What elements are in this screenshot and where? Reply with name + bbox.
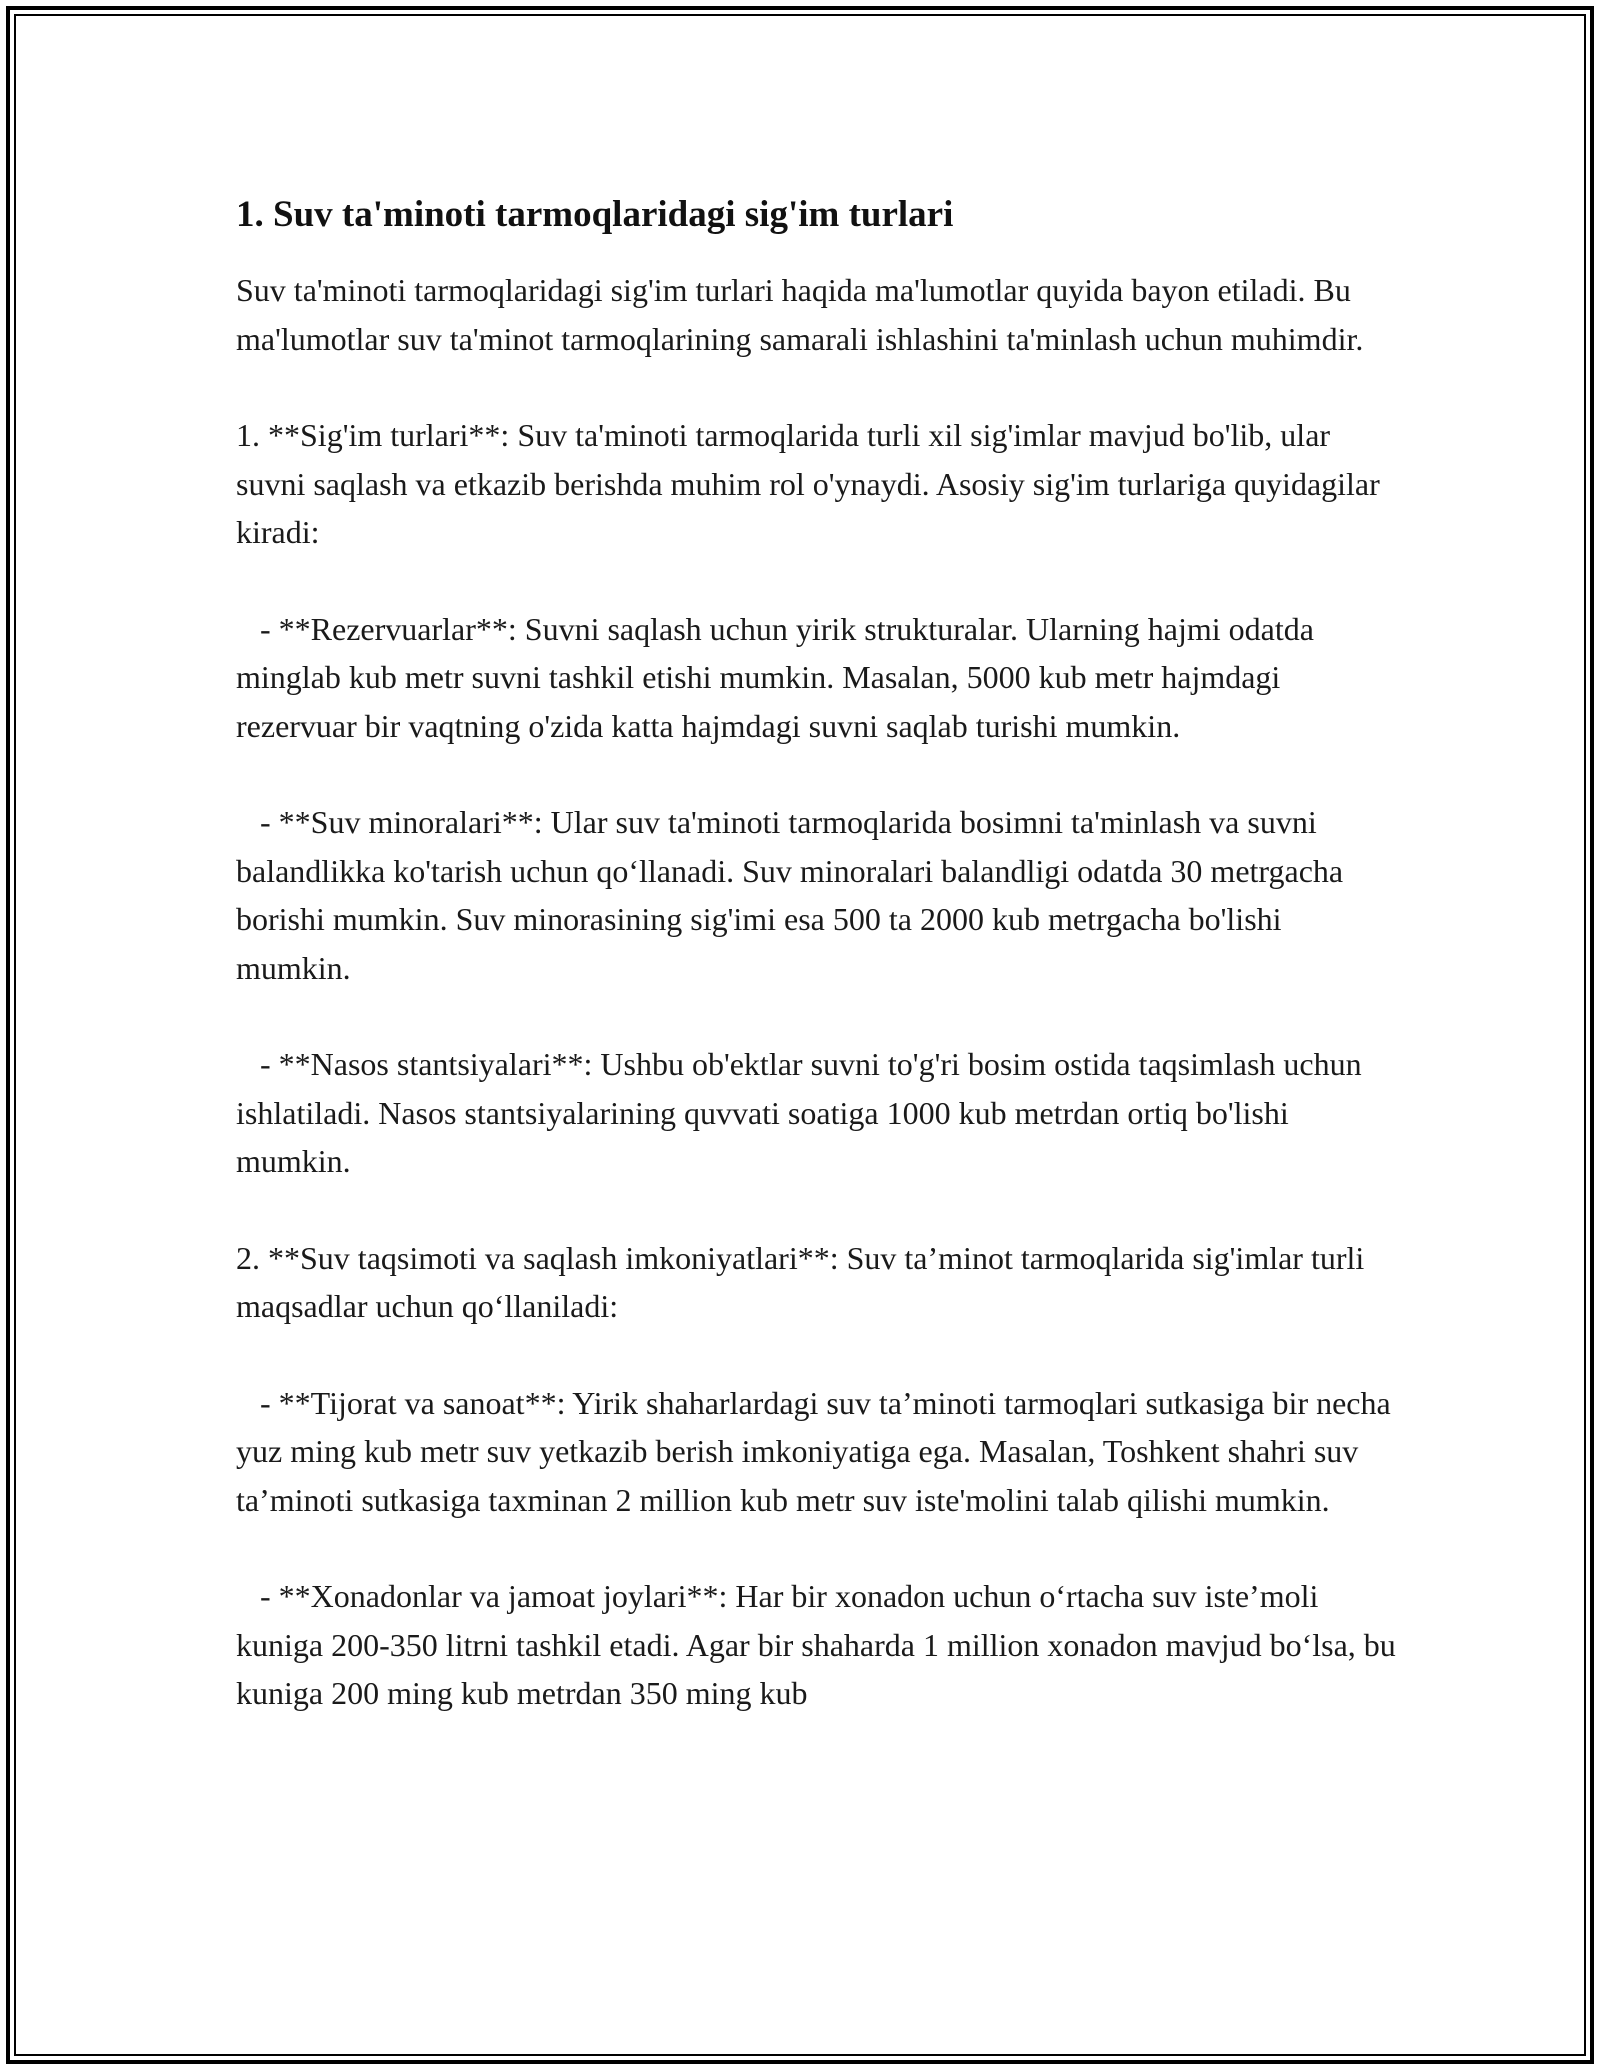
sub-item-nasos-stantsiyalari: - **Nasos stantsiyalari**: Ushbu ob'ektlar suvni to'g'ri bosim ostida taqsimlash uchun ishlatiladi. Nasos stantsiyalarining quvvati soatiga 1000 kub metrdan ortiq bo'lishi mumkin. <box>236 1046 1370 1179</box>
sub-item-xonadonlar: - **Xonadonlar va jamoat joylari**: Har bir xonadon uchun o‘rtacha suv iste’moli kuniga 200-350 litrni tashkil etadi. Agar bir shaharda 1 million xonadon mavjud bo‘lsa, bu kuniga 200 ming kub metrdan 350 ming kub <box>236 1578 1404 1711</box>
sub-item-tijorat-sanoat: - **Tijorat va sanoat**: Yirik shaharlardagi suv ta’minoti tarmoqlari sutkasiga bir necha yuz ming kub metr suv yetkazib berish imkoniyatiga ega. Masalan, Toshkent shahri suv ta’minoti sutkasiga taxminan 2 million kub metr suv iste'molini talab qilishi mumkin. <box>236 1384 1399 1518</box>
document-body <box>236 186 1404 1766</box>
list-item-sigim-turlari: 1. **Sig'im turlari**: Suv ta'minoti tarmoqlarida turli xil sig'imlar mavjud bo'lib, ular suvni saqlash va etkazib berishda muhim rol o'ynaydi. Asosiy sig'im turlariga quyidagilar kiradi: <box>236 417 1388 550</box>
intro-paragraph: Suv ta'minoti tarmoqlaridagi sig'im turlari haqida ma'lumotlar quyida bayon etiladi. Bu ma'lumotlar suv ta'minot tarmoqlarining samarali ishlashini ta'minlash uchun muhimdir. <box>236 272 1364 357</box>
list-item-suv-taqsimoti: 2. **Suv taqsimoti va saqlash imkoniyatlari**: Suv ta’minot tarmoqlarida sig'imlar turli maqsadlar uchun qo‘llaniladi: <box>236 1239 1373 1324</box>
sub-item-rezervuarlar: - **Rezervuarlar**: Suvni saqlash uchun yirik strukturalar. Ularning hajmi odatda minglab kub metr suvni tashkil etishi mumkin. Masalan, 5000 kub metr hajmdagi rezervuar bir vaqtning o'zida katta hajmdagi suvni saqlab turishi mumkin. <box>236 610 1322 744</box>
sub-item-suv-minoralari: - **Suv minoralari**: Ular suv ta'minoti tarmoqlarida bosimni ta'minlash va suvni balandlikka ko'tarish uchun qo‘llanadi. Suv minoralari balandligi odatda 30 metrgacha borishi mumkin. Suv minorasining sig'imi esa 500 ta 2000 kub metrgacha bo'lishi mumkin. <box>236 804 1352 986</box>
section-heading: 1. Suv ta'minoti tarmoqlaridagi sig'im turlari <box>236 194 954 235</box>
